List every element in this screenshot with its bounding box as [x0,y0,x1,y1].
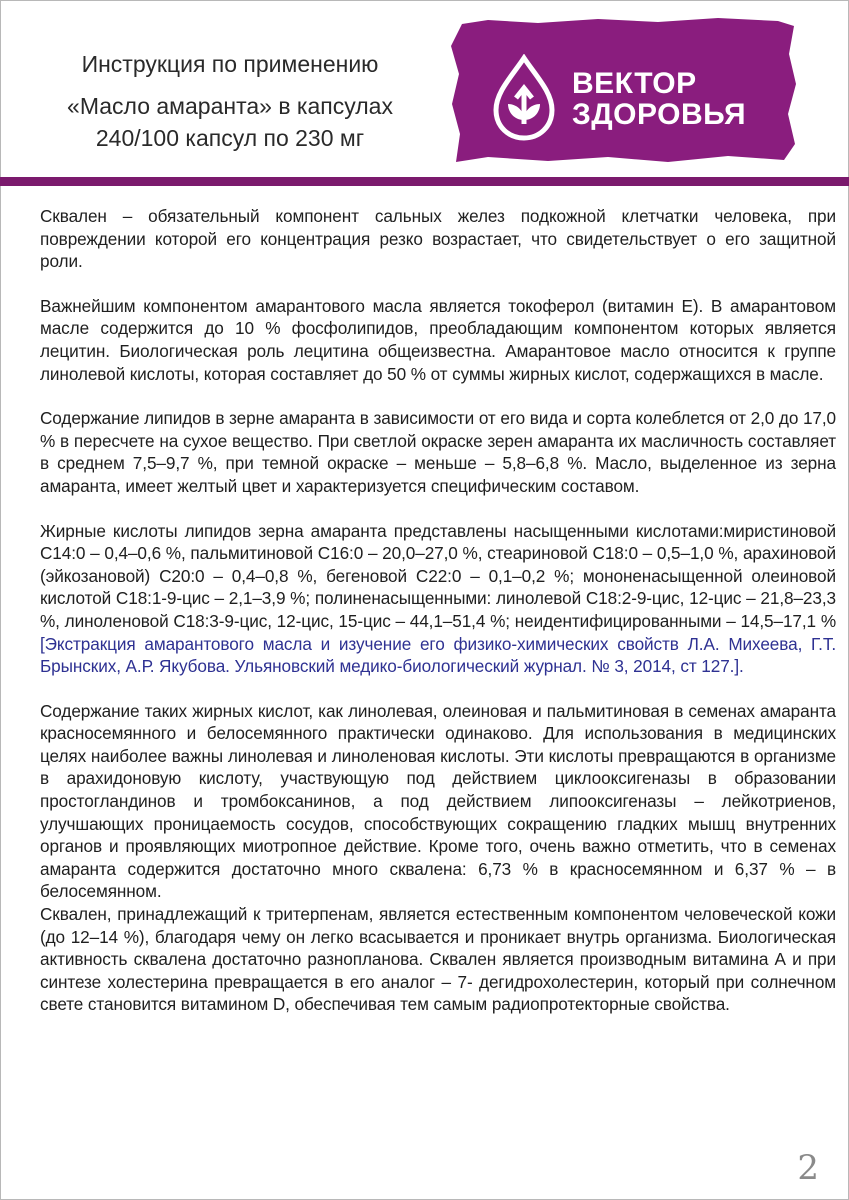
header-divider [0,177,849,186]
paragraph-linoleic: Содержание таких жирных кислот, как линолевая, олеиновая и пальмитиновая в семенах амаранта красносемянного и белосемянного практически одинаково. Для использования в медицинских целях наиболее важны линолевая и линоленовая кислоты. Эти кислоты превращаются в организме в арахидоновую кислоту, участвующую под действием циклооксигеназы в образовании простогландинов и тромбоксанинов, а под действием липооксигеназы – лейкотриенов, улучшающих проницаемость сосудов, способствующих сокращению гладких мышц внутренних органов и проявляющих миотропное действие. Кроме того, очень важно отметить, что в семенах амаранта содержится достаточно много сквалена: 6,73 % в красносемянном и 6,37 % – в белосемянном. [40,700,836,902]
paragraph-squalene-intro: Сквален – обязательный компонент сальных желез подкожной клетчатки человека, при повреждении которой его концентрация резко возрастает, что свидетельствует о его защитной роли. [40,206,836,272]
title-line-1: Инструкция по применению [81,51,379,77]
brand-name [572,68,746,130]
brand-line-2: ЗДОРОВЬЯ [572,98,747,131]
paragraph-tocopherol: Важнейшим компонентом амарантового масла является токоферол (витамин Е). В амарантовом масле содержится до 10 % фосфолипидов, преобладающим компонентом которых является лецитин. Биологическая роль лецитина общеизвестна. Амарантовое масло относится к группе линолевой кислоты, которая составляет до 50 % от суммы жирных кислот, содержащихся в масле. [40,295,836,384]
fatty-acids-text: Жирные кислоты липидов зерна амаранта представлены насыщенными кислотами:миристиновой С14:0 – 0,4–0,6 %, пальмитиновой С16:0 – 20,0–27,0 %, стеариновой С18:0 – 0,5–1,0 %, арахиновой (эйкозановой) С20:0 – 0,4–0,8 %, бегеновой С22:0 – 0,1–0,2 %; мононенасыщенной олеиновой кислотой С18:1-9-цис – 2,1–3,9 %; полиненасыщенными: линолевой С18:2-9-цис, 12-цис – 21,8–23,3 %, линоленовой С18:3-9-цис, 12-цис, 15-цис – 44,1–51,4 %; неидентифицированными – 14,5–17,1 % [40,520,836,631]
title-line-2: «Масло амаранта» в капсулах [67,93,393,119]
page-number: 2 [797,1148,819,1188]
brand-line-1: ВЕКТОР [572,67,697,100]
header [0,0,849,178]
paragraph-squalene-skin: Сквален, принадлежащий к тритерпенам, является естественным компонентом человеческой кожи (до 12–14 %), благодаря чему он легко всасывается и проникает внутрь организма. Биологическая активность сквалена достаточно разнопланова. Сквален является производным витамина А и при синтезе холестерина превращается в его аналог – 7- дегидрохолестерин, который при солнечном свете становится витамином D, обеспечивая тем самым радиопротекторные свойства. [40,904,836,1015]
title-line-3: 240/100 капсул по 230 мг [95,125,365,151]
paragraph-fatty-acids [40,520,836,678]
document-title [40,48,420,154]
main-text [40,205,836,1016]
brand-logo [448,14,800,166]
citation: [Экстракция амарантового масла и изучение его физико-химических свойств Л.А. Михеева, Г.Т. Брынских, А.Р. Якубова. Ульяновский медико-биологический журнал. № 3, 2014, ст 127.]. [40,633,836,677]
paragraph-lipids: Содержание липидов в зерне амаранта в зависимости от его вида и сорта колеблется от 2,0 до 17,0 % в пересчете на сухое вещество. При светлой окраске зерен амаранта их масличность составляет в среднем 7,5–9,7 %, при темной окраске – меньше – 5,8–6,8 %. Масло, выделенное из зерна амаранта, имеет желтый цвет и характеризуется специфическим составом. [40,408,837,496]
drop-leaf-icon [488,54,560,142]
